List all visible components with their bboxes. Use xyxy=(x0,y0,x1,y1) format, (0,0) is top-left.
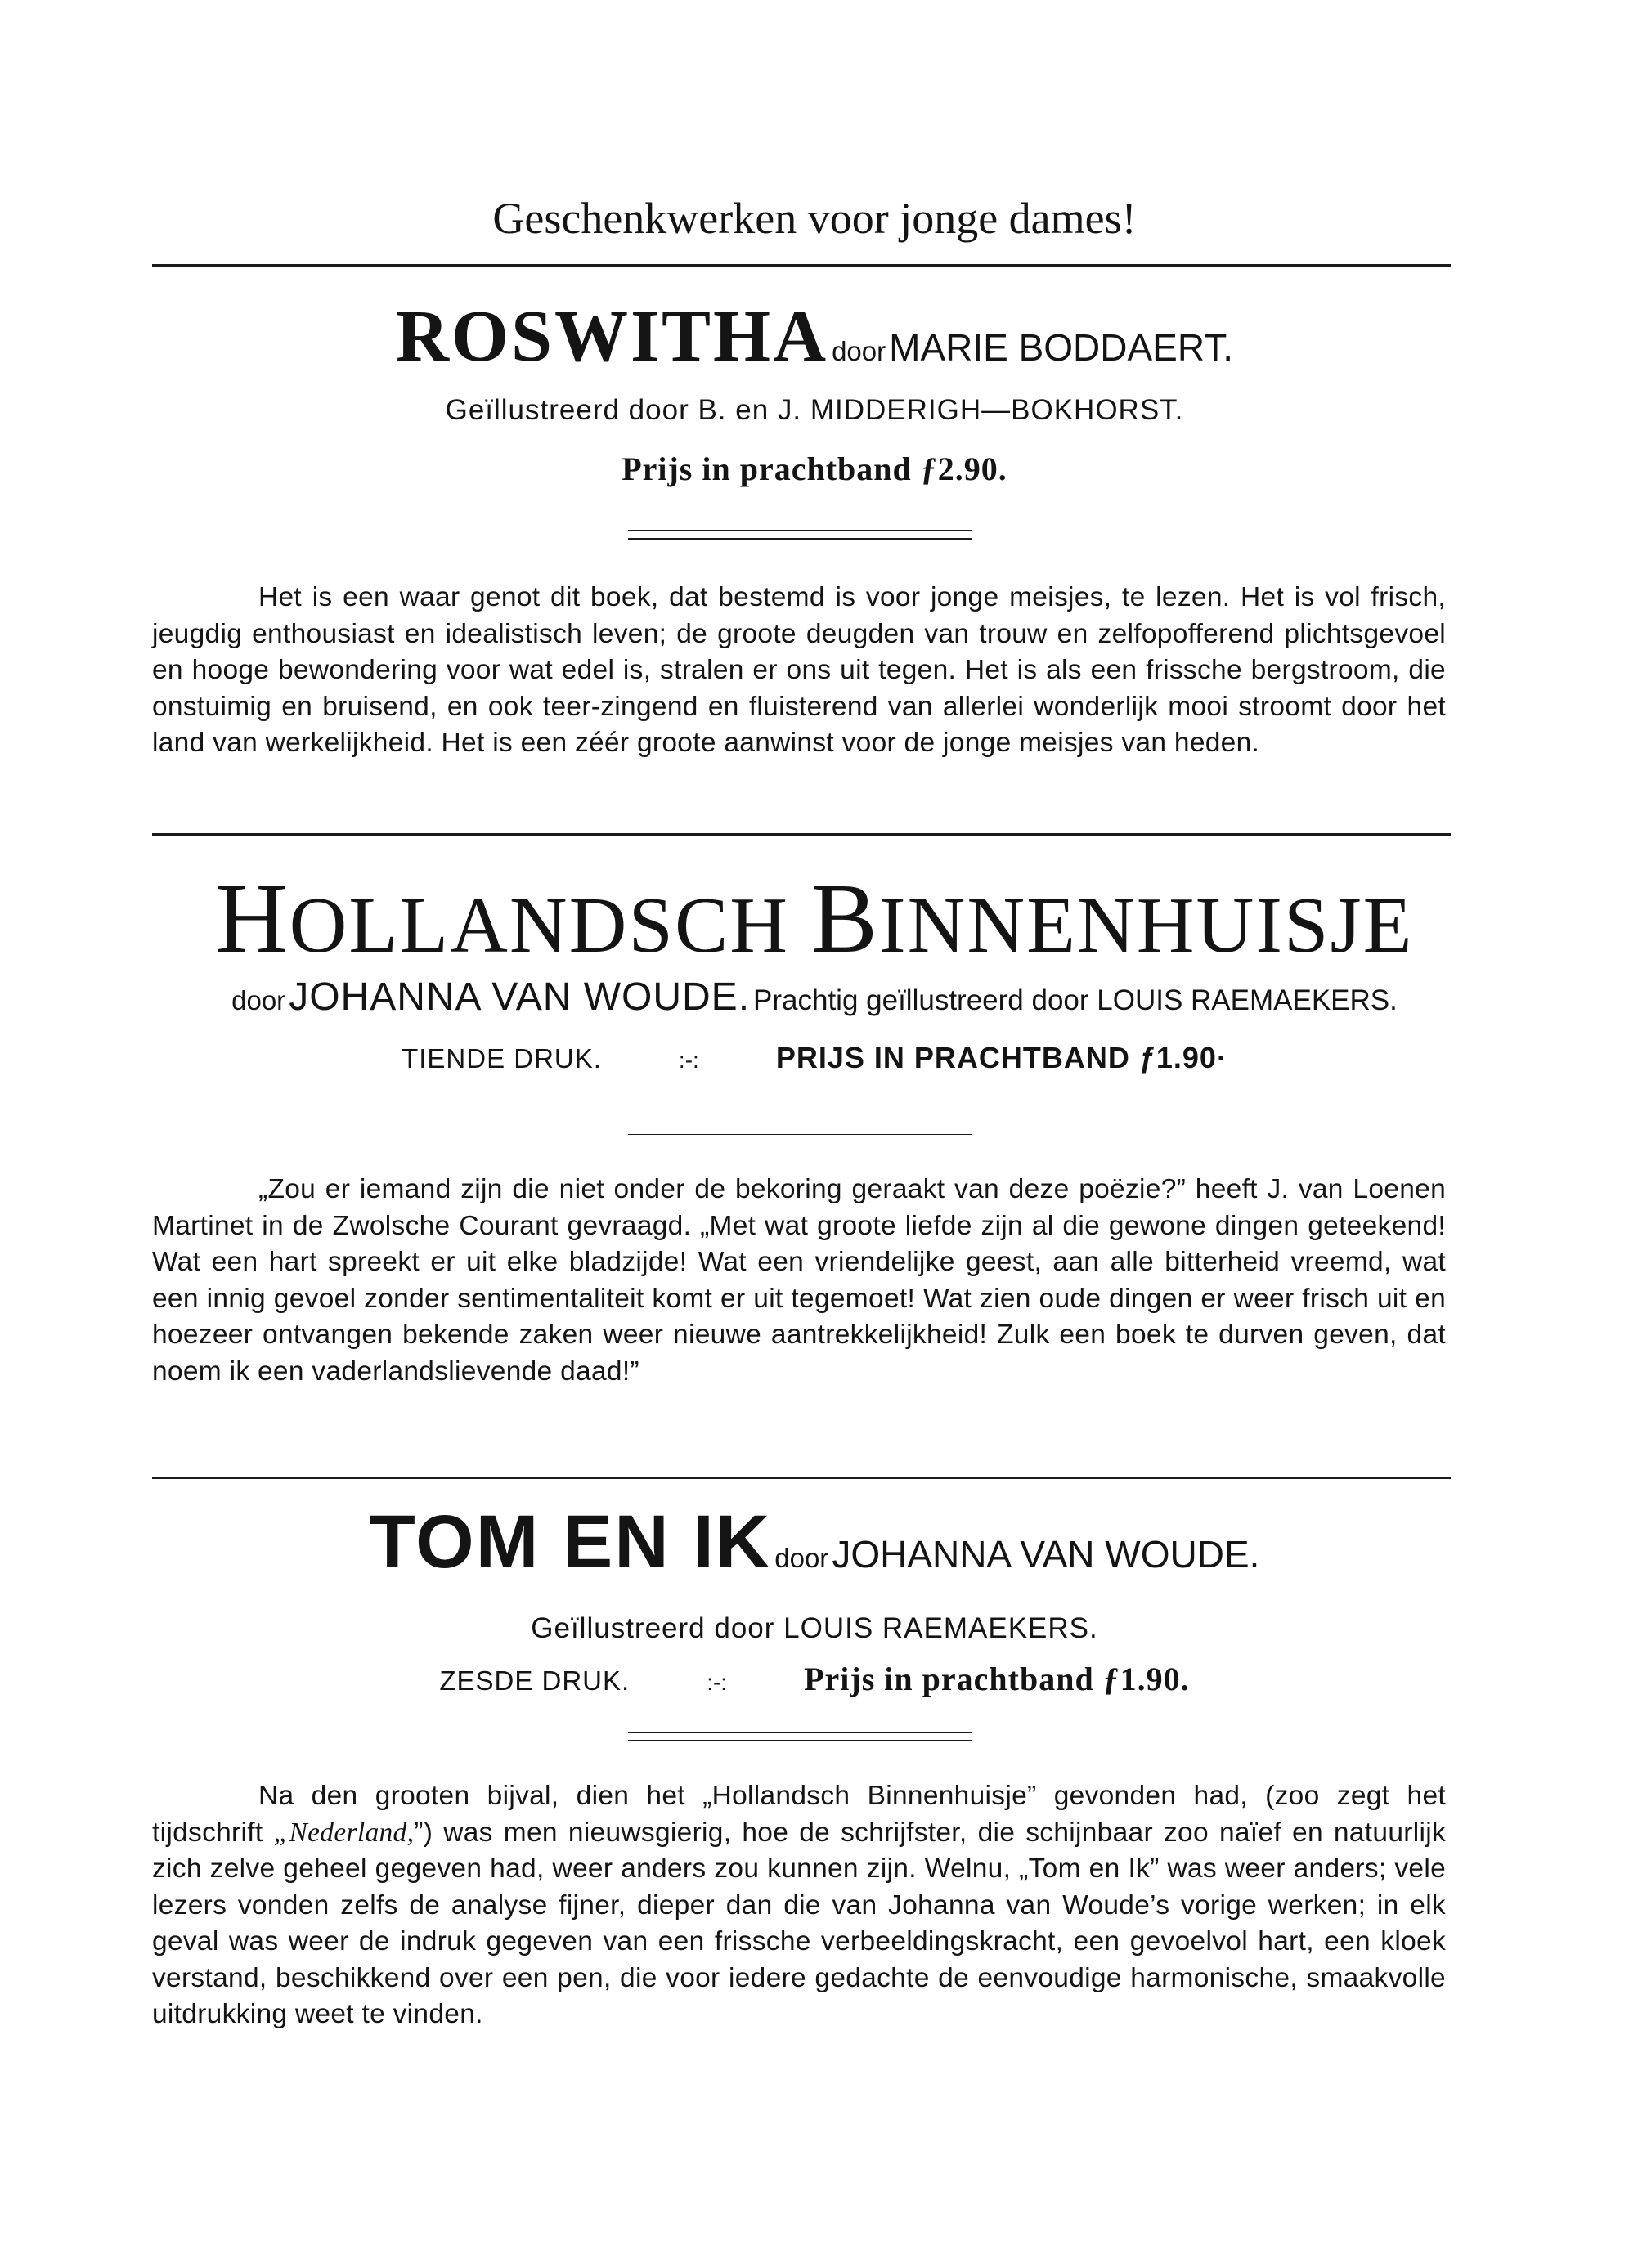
book2-description xyxy=(152,1172,1446,1390)
book2-door: door xyxy=(231,985,286,1015)
book1-heading xyxy=(0,294,1629,379)
book1-description-text: Het is een waar genot dit boek, dat bestemd is voor jonge meisjes, te lezen. Het is vol frisch, jeugdig enthousiast en idealistisch leven; de groote deugden van trouw en zelfopofferend plichtsgevoel en hooge bewondering voor wat edel is, stralen er ons uit tegen. Het is als een frissche bergstroom, die onstuimig en bruisend, en ook teer-zingend en fluisterend van allerlei wonderlijk mooi stroomt door het land van werkelijkheid. Het is een zéér groote aanwinst voor de jonge meisjes van heden. xyxy=(152,582,1446,758)
book3-illustrators: Geïllustreerd door LOUIS RAEMAEKERS. xyxy=(531,1612,1098,1644)
book2-double-rule xyxy=(628,1127,972,1135)
book2-description-text: „Zou er iemand zijn die niet onder de bekoring geraakt van deze poëzie?” heeft J. van Loenen Martinet in de Zwolsche Courant gevraagd. „Met wat groote liefde zijn al die gewone dingen geteekend! Wat een hart spreekt er uit elke bladzijde! Wat een vriendelijke geest, aan alle bitterheid vreemd, wat een innig gevoel zonder sentimentaliteit komt er uit tegemoet! Wat zien oude dingen er weer frisch uit en hoezeer ontvangen bekende zaken weer nieuwe aantrekkelijkheid! Zulk een boek te durven geven, dat noem ik een vaderlandslievende daad!” xyxy=(152,1174,1446,1387)
book2-title-word1: OLLANDSCH xyxy=(289,881,790,970)
book3-description-text-1: Na den grooten bijval, dien het „Hollandsch Binnenhuisje” gevonden had, (zoo zegt het tijdschrift xyxy=(152,1781,1446,1848)
book3-edition-line xyxy=(0,1660,1629,1698)
book3-price: Prijs in prachtband ƒ1.90. xyxy=(804,1661,1190,1697)
book1-description xyxy=(152,580,1446,762)
book3-double-rule xyxy=(628,1732,972,1741)
book2-separator: :-: xyxy=(678,1047,699,1073)
book2-edition-line xyxy=(0,1041,1629,1075)
book3-edition: ZESDE DRUK. xyxy=(439,1665,631,1696)
book1-title: ROSWITHA xyxy=(395,296,829,377)
book2-edition: TIENDE DRUK. xyxy=(402,1043,602,1073)
book3-title: TOM EN IK xyxy=(369,1500,772,1584)
book2-price: PRIJS IN PRACHTBAND ƒ1.90· xyxy=(775,1041,1227,1074)
section-rule-1 xyxy=(152,833,1451,836)
book2-author: JOHANNA VAN WOUDE. xyxy=(289,975,751,1019)
book3-description-text-2: ”) was men nieuwsgierig, hoe de schrijfster, die schijnbaar zoo naïef en natuurlijk zich zelve geheel gegeven had, weer anders zou kunnen zijn. Welnu, „Tom en Ik” was weer anders; vele lezers vonden zelfs de analyse fijner, dieper dan die van Johanna van Woude’s vorige werken; in elk geval was weer de indruk gegeven van een frissche verbeeldingskracht, een gevoelvol hart, een kloek verstand, beschikkend over een pen, die voor iedere gedachte de eenvoudige harmonische, smaakvolle uitdrukking weet te vinden. xyxy=(152,1817,1446,2029)
book3-magazine-name: „Nederland, xyxy=(273,1817,415,1848)
book3-description xyxy=(152,1778,1446,2033)
book1-double-rule xyxy=(628,530,972,540)
book3-door: door xyxy=(774,1543,829,1573)
book3-separator: :-: xyxy=(707,1670,728,1695)
book2-title xyxy=(0,862,1629,976)
book1-price: Prijs in prachtband ƒ2.90. xyxy=(622,450,1007,487)
page-title: Geschenkwerken voor jonge dames! xyxy=(492,194,1137,243)
book1-author: MARIE BODDAERT. xyxy=(889,326,1234,369)
book1-illustrators: Geïllustreerd door B. en J. MIDDERIGH—BOKHORST. xyxy=(445,394,1184,426)
book1-door: door xyxy=(832,336,886,366)
book3-author: JOHANNA VAN WOUDE. xyxy=(832,1533,1260,1575)
top-rule xyxy=(152,264,1451,267)
book3-heading xyxy=(0,1499,1629,1585)
book2-title-word2: INNENHUISJE xyxy=(878,881,1414,970)
section-rule-2 xyxy=(152,1477,1451,1479)
book2-byline xyxy=(0,975,1629,1020)
book2-title-initial-b: B xyxy=(810,863,879,974)
book2-title-initial-h: H xyxy=(215,863,289,974)
book2-illustrated: Prachtig geïllustreerd door LOUIS RAEMAEKERS. xyxy=(753,984,1398,1016)
